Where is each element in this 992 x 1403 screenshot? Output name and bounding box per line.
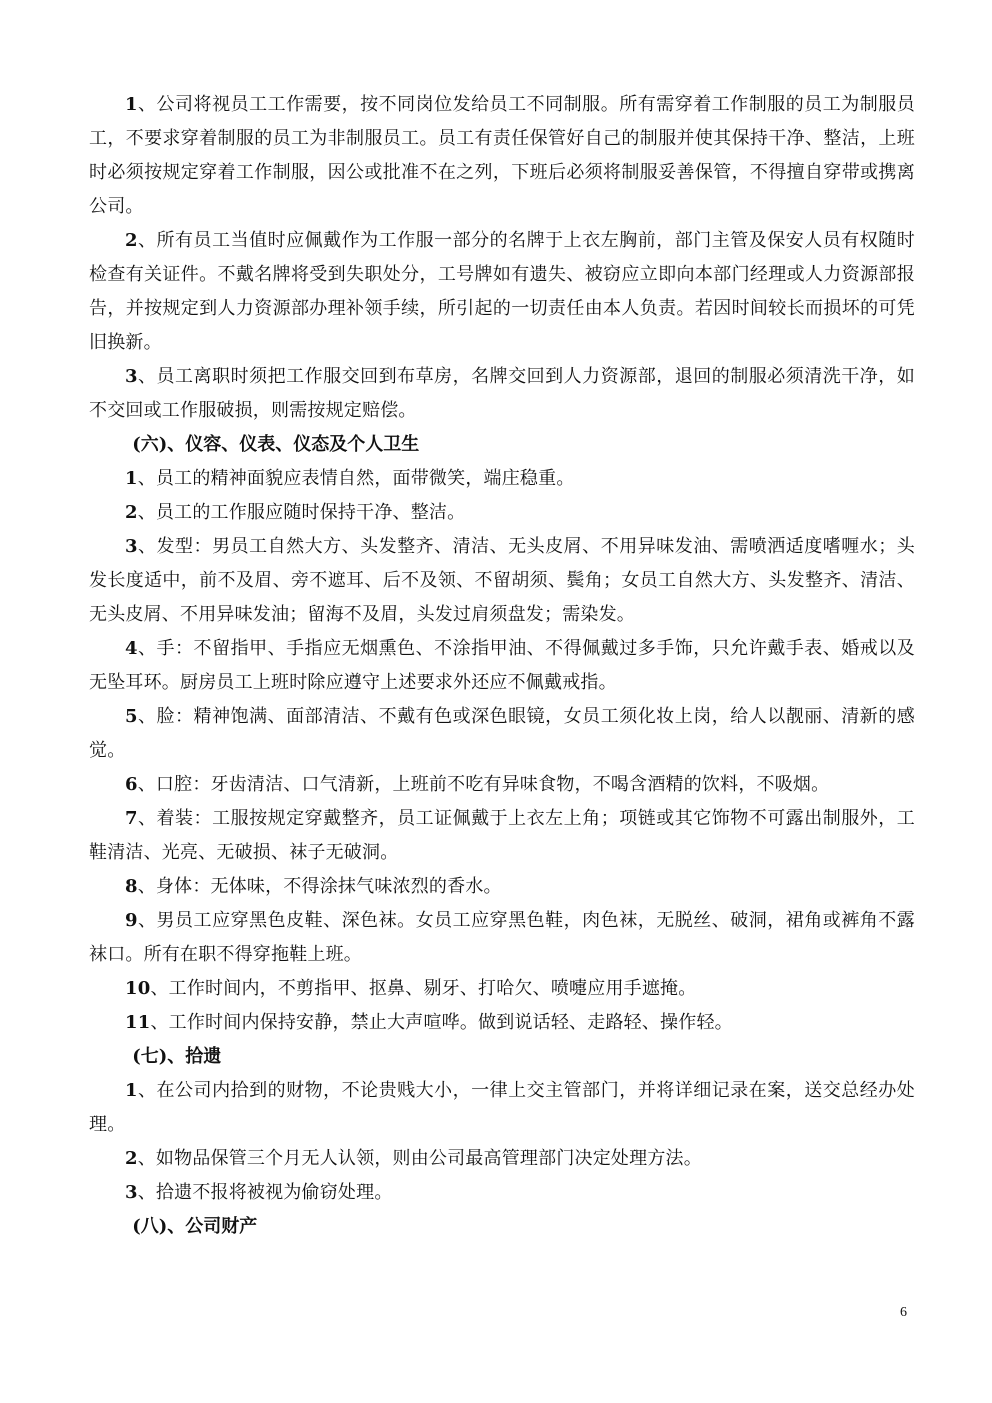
section6-item-1 [89, 462, 915, 496]
item-number: 11 [125, 1012, 151, 1033]
paragraph-text: 、男员工应穿黑色皮鞋、深色袜。女员工应穿黑色鞋，肉色袜，无脱丝、破洞，裙角或裤角不露袜口。所有在职不得穿拖鞋上班。 [89, 910, 915, 965]
paragraph-text: 、手：不留指甲、手指应无烟熏色、不涂指甲油、不得佩戴过多手饰，只允许戴手表、婚戒以及无坠耳环。厨房员工上班时除应遵守上述要求外还应不佩戴戒指。 [89, 638, 915, 693]
paragraph-text: 、工作时间内，不剪指甲、抠鼻、剔牙、打哈欠、喷嚏应用手遮掩。 [150, 978, 697, 999]
paragraph-text: 、员工的工作服应随时保持干净、整洁。 [137, 502, 466, 523]
paragraph-text: 、拾遗不报将被视为偷窃处理。 [137, 1182, 393, 1203]
section6-item-2 [89, 496, 915, 530]
item-number: 7 [125, 808, 138, 829]
item-number: 9 [125, 910, 138, 931]
item-number: 6 [125, 774, 138, 795]
item-number: 2 [125, 230, 138, 251]
paragraph-text: 、工作时间内保持安静，禁止大声喧哗。做到说话轻、走路轻、操作轻。 [150, 1012, 733, 1033]
paragraph-text: 、如物品保管三个月无人认领，则由公司最高管理部门决定处理方法。 [137, 1148, 702, 1169]
item-number: 3 [125, 366, 138, 387]
item-number: 1 [125, 1080, 138, 1101]
item-number: 8 [125, 876, 138, 897]
paragraph-text: 、员工的精神面貌应表情自然，面带微笑，端庄稳重。 [137, 468, 575, 489]
uniform-paragraph-2 [89, 224, 915, 360]
item-number: 2 [125, 502, 138, 523]
item-number: 1 [125, 468, 138, 489]
paragraph-text: 、着装：工服按规定穿戴整齐，员工证佩戴于上衣左上角；项链或其它饰物不可露出制服外，工鞋清洁、光亮、无破损、袜子无破洞。 [89, 808, 915, 863]
page-number: 6 [900, 1305, 907, 1320]
paragraph-text: 、发型：男员工自然大方、头发整齐、清洁、无头皮屑、不用异味发油、需喷洒适度嗜喱水；头发长度适中，前不及眉、旁不遮耳、后不及领、不留胡须、鬓角；女员工自然大方、头发整齐、清洁、无头皮屑、不用异味发油；留海不及眉，头发过肩须盘发；需染发。 [89, 536, 915, 625]
uniform-paragraph-3 [89, 360, 915, 428]
section-heading-7: (七)、拾遗 [132, 1046, 222, 1067]
paragraph-text: 、脸：精神饱满、面部清洁、不戴有色或深色眼镜，女员工须化妆上岗，给人以靓丽、清新的感觉。 [89, 706, 915, 761]
section6-item-5 [89, 700, 915, 768]
section6-item-7 [89, 802, 915, 870]
section-heading-6: (六)、仪容、仪表、仪态及个人卫生 [132, 434, 420, 455]
section6-item-11 [89, 1006, 915, 1040]
paragraph-text: 、在公司内拾到的财物，不论贵贱大小，一律上交主管部门，并将详细记录在案，送交总经办处理。 [89, 1080, 915, 1135]
section6-item-6 [89, 768, 915, 802]
item-number: 2 [125, 1148, 138, 1169]
paragraph-text: 、所有员工当值时应佩戴作为工作服一部分的名牌于上衣左胸前，部门主管及保安人员有权随时检查有关证件。不戴名牌将受到失职处分，工号牌如有遗失、被窃应立即向本部门经理或人力资源部报告，并按规定到人力资源部办理补领手续，所引起的一切责任由本人负责。若因时间较长而损坏的可凭旧换新。 [89, 230, 915, 353]
item-number: 3 [125, 1182, 138, 1203]
item-number: 4 [125, 638, 138, 659]
item-number: 3 [125, 536, 138, 557]
section7-item-3 [89, 1176, 915, 1210]
section6-item-9 [89, 904, 915, 972]
section-heading-8: (八)、公司财产 [132, 1216, 258, 1237]
section7-item-1 [89, 1074, 915, 1142]
item-number: 1 [125, 94, 138, 115]
uniform-paragraph-1 [89, 88, 915, 224]
section6-item-3 [89, 530, 915, 632]
paragraph-text: 、口腔：牙齿清洁、口气清新，上班前不吃有异味食物，不喝含酒精的饮料，不吸烟。 [137, 774, 830, 795]
section6-item-10 [89, 972, 915, 1006]
document-body [89, 88, 915, 1244]
paragraph-text: 、公司将视员工工作需要，按不同岗位发给员工不同制服。所有需穿着工作制服的员工为制服员工，不要求穿着制服的员工为非制服员工。员工有责任保管好自己的制服并使其保持干净、整洁，上班时必须按规定穿着工作制服，因公或批准不在之列，下班后必须将制服妥善保管，不得擅自穿带或携离公司。 [89, 94, 915, 217]
paragraph-text: 、身体：无体味，不得涂抹气味浓烈的香水。 [137, 876, 502, 897]
item-number: 10 [125, 978, 151, 999]
item-number: 5 [125, 706, 138, 727]
paragraph-text: 、员工离职时须把工作服交回到布草房，名牌交回到人力资源部，退回的制服必须清洗干净，如不交回或工作服破损，则需按规定赔偿。 [89, 366, 915, 421]
section6-item-8 [89, 870, 915, 904]
section6-item-4 [89, 632, 915, 700]
section7-item-2 [89, 1142, 915, 1176]
